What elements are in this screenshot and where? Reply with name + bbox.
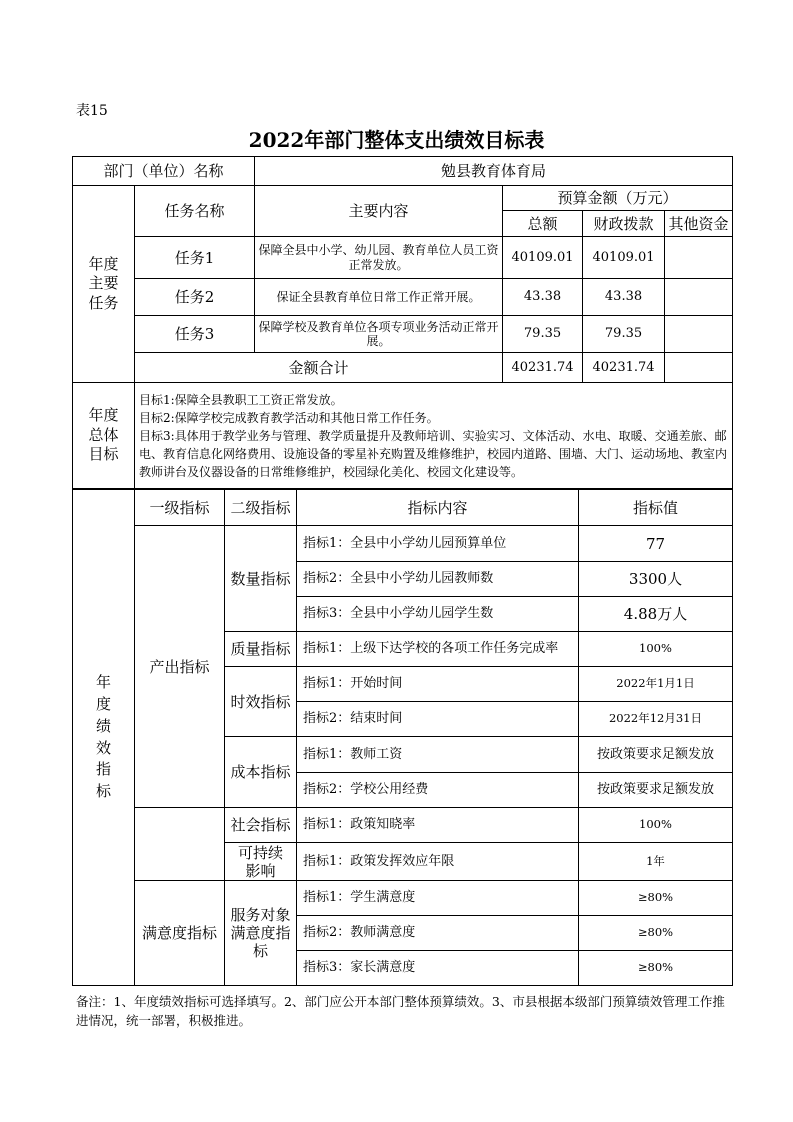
indicator-value: ≥80% <box>579 951 733 986</box>
indicator-value: 77 <box>579 526 733 562</box>
section-label-char: 指 <box>95 760 111 779</box>
indicator-row <box>73 808 733 843</box>
sum-fiscal: 40231.74 <box>583 353 665 383</box>
indicator-content: 指标1：政策发挥效应年限 <box>297 843 579 881</box>
section-label-char: 目标 <box>88 445 119 464</box>
social-indicators-label: 社会指标 <box>225 808 297 843</box>
indicator-content-header: 指标内容 <box>297 490 579 526</box>
section-label-char: 年 <box>95 673 111 692</box>
indicator-value: 按政策要求足额发放 <box>579 773 733 808</box>
section-label-char: 度 <box>95 695 111 713</box>
quality-indicators-label: 质量指标 <box>225 632 297 667</box>
content-header: 主要内容 <box>255 186 503 237</box>
indicator-content: 指标1：教师工资 <box>297 737 579 773</box>
task-row <box>73 279 733 316</box>
dept-value: 勉县教育体育局 <box>255 157 733 186</box>
level2-header: 二级指标 <box>225 490 297 526</box>
indicator-value: 4.88万人 <box>579 597 733 632</box>
section-label-char: 绩 <box>95 716 111 735</box>
indicator-row <box>73 881 733 916</box>
section-label-char: 年度 <box>88 254 119 273</box>
indicator-content: 指标1：全县中小学幼儿园预算单位 <box>297 526 579 562</box>
task-other <box>665 316 733 353</box>
sustainable-indicators-label: 可持续影响 <box>225 843 297 881</box>
task-content: 保证全县教育单位日常工作正常开展。 <box>255 279 503 316</box>
task-name: 任务1 <box>135 237 255 279</box>
indicator-content: 指标1：政策知晓率 <box>297 808 579 843</box>
service-satisfaction-label: 服务对象满意度指标 <box>225 881 297 986</box>
overall-goals-section-label <box>73 383 135 489</box>
sum-label: 金额合计 <box>135 353 503 383</box>
level1-header: 一级指标 <box>135 490 225 526</box>
fiscal-header: 财政拨款 <box>583 211 665 237</box>
performance-indicators-table <box>72 489 733 986</box>
section-label-char: 主要 <box>88 274 119 293</box>
task-fiscal: 43.38 <box>583 279 665 316</box>
section-label-char: 年度 <box>88 406 119 425</box>
task-fiscal: 79.35 <box>583 316 665 353</box>
goal-line: 目标2:保障学校完成教育教学活动和其他日常工作任务。 <box>139 410 439 425</box>
indicator-value: 100% <box>579 808 733 843</box>
indicator-content: 指标1：上级下达学校的各项工作任务完成率 <box>297 632 579 667</box>
sum-other <box>665 353 733 383</box>
task-name: 任务3 <box>135 316 255 353</box>
indicator-content: 指标2：全县中小学幼儿园教师数 <box>297 562 579 597</box>
section-label-char: 标 <box>95 782 111 800</box>
indicator-value: 100% <box>579 632 733 667</box>
task-name-header: 任务名称 <box>135 186 255 237</box>
indicator-content: 指标2：教师满意度 <box>297 916 579 951</box>
total-header: 总额 <box>503 211 583 237</box>
task-row <box>73 237 733 279</box>
indicator-content: 指标2：结束时间 <box>297 702 579 737</box>
task-fiscal: 40109.01 <box>583 237 665 279</box>
indicator-row <box>73 526 733 562</box>
satisfaction-indicators-label: 满意度指标 <box>135 881 225 986</box>
table-number-label: 表15 <box>76 103 108 119</box>
indicator-value: 2022年12月31日 <box>579 702 733 737</box>
indicator-content: 指标1：开始时间 <box>297 667 579 702</box>
task-other <box>665 237 733 279</box>
task-total: 40109.01 <box>503 237 583 279</box>
task-row <box>73 316 733 353</box>
section-label-char: 效 <box>95 738 111 757</box>
task-content: 保障学校及教育单位各项专项业务活动正常开展。 <box>255 316 503 353</box>
indicator-content: 指标3：家长满意度 <box>297 951 579 986</box>
indicator-value: 按政策要求足额发放 <box>579 737 733 773</box>
footnote: 备注：1、年度绩效指标可选择填写。2、部门应公开本部门整体预算绩效。3、市县根据本级部门预算绩效管理工作推进情况，统一部署，积极推进。 <box>76 994 725 1029</box>
section-label-char: 任务 <box>88 293 119 312</box>
task-total: 79.35 <box>503 316 583 353</box>
timeliness-indicators-label: 时效指标 <box>225 667 297 737</box>
budget-table <box>72 156 733 489</box>
budget-amount-header: 预算金额（万元） <box>503 186 733 211</box>
other-funds-header: 其他资金 <box>665 211 733 237</box>
annual-tasks-section-label <box>73 186 135 383</box>
quantity-indicators-label: 数量指标 <box>225 526 297 632</box>
indicator-value: 1年 <box>579 843 733 881</box>
indicator-content: 指标1：学生满意度 <box>297 881 579 916</box>
performance-section-label <box>73 490 135 986</box>
goal-line: 目标3:具体用于教学业务与管理、教学质量提升及教师培训、实验实习、文体活动、水电、取暖、交通差旅、邮电、教育信息化网络费用、设施设备的零星补充购置及维修维护，校园内道路、围墙、大门、运动场地、教室内教师讲台及仪器设备的日常维修维护，校园绿化美化、校园文化建设等。 <box>139 428 728 479</box>
task-content: 保障全县中小学、幼儿园、教育单位人员工资正常发放。 <box>255 237 503 279</box>
indicator-value: ≥80% <box>579 881 733 916</box>
task-name: 任务2 <box>135 279 255 316</box>
task-other <box>665 279 733 316</box>
dept-label: 部门（单位）名称 <box>73 157 255 186</box>
effect-indicators-label <box>135 808 225 881</box>
page-title: 2022年部门整体支出绩效目标表 <box>248 128 545 152</box>
section-label-char: 总体 <box>88 425 119 444</box>
cost-indicators-label: 成本指标 <box>225 737 297 808</box>
indicator-value: ≥80% <box>579 916 733 951</box>
indicator-value: 3300人 <box>579 562 733 597</box>
indicator-content: 指标3：全县中小学幼儿园学生数 <box>297 597 579 632</box>
indicator-value: 2022年1月1日 <box>579 667 733 702</box>
sum-total: 40231.74 <box>503 353 583 383</box>
output-indicators-label: 产出指标 <box>135 526 225 808</box>
indicator-content: 指标2：学校公用经费 <box>297 773 579 808</box>
goal-line: 目标1:保障全县教职工工资正常发放。 <box>139 392 343 407</box>
overall-goals-content <box>135 383 733 489</box>
indicator-value-header: 指标值 <box>579 490 733 526</box>
task-total: 43.38 <box>503 279 583 316</box>
